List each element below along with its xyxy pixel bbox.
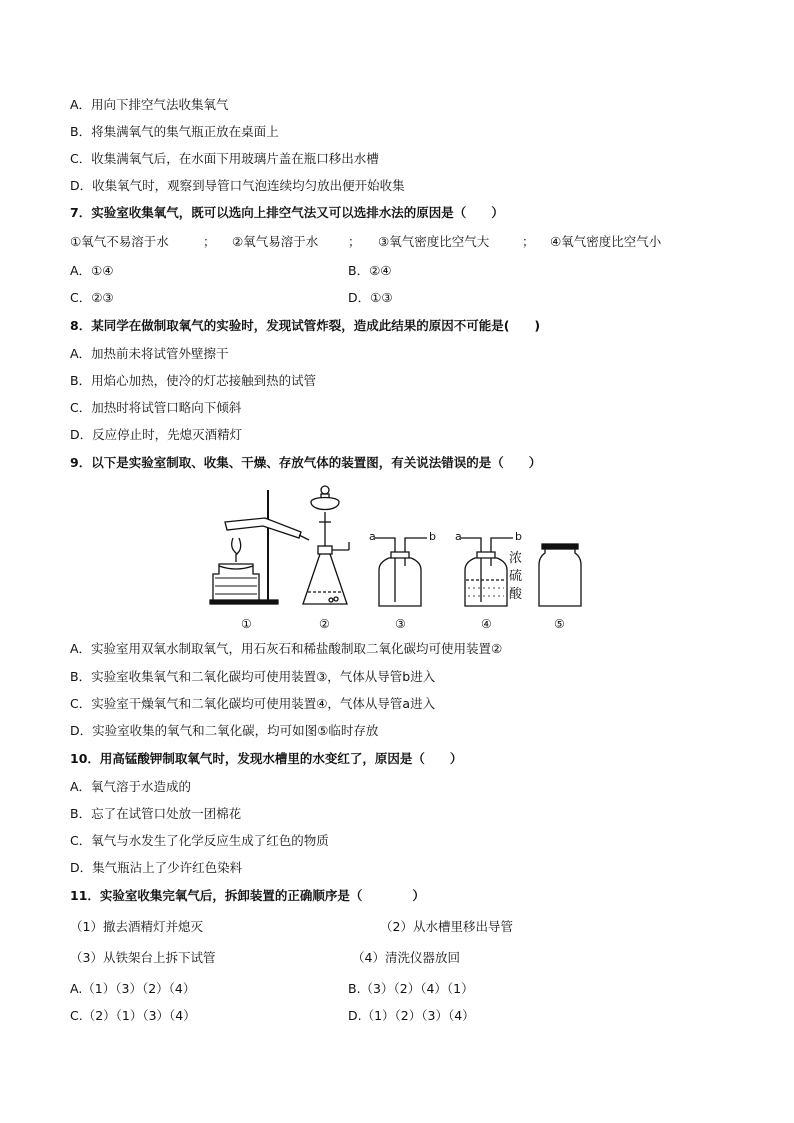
q7-option-b: B．②④	[348, 263, 392, 278]
q6-option-a: A．用向下排空气法收集氧气	[70, 97, 229, 112]
apparatus-1-caption: ①	[241, 617, 252, 631]
apparatus-3-caption: ③	[395, 617, 406, 631]
q7-option-d: D．①③	[348, 290, 393, 305]
q6-option-c: C．收集满氧气后，在水面下用玻璃片盖在瓶口移出水槽	[70, 151, 379, 166]
q7-statement-2: ②氧气易溶于水	[232, 234, 319, 249]
apparatus-4-caption: ④	[481, 617, 492, 631]
q7-statement-4: ④氧气密度比空气小	[550, 234, 662, 249]
q7-statement-1: ①氧气不易溶于水	[70, 234, 169, 249]
apparatus-2-caption: ②	[319, 617, 330, 631]
q7-separator: ；	[203, 234, 216, 249]
q6-option-d: D．收集氧气时，观察到导管口气泡连续均匀放出便开始收集	[70, 178, 405, 193]
q7-separator: ；	[522, 234, 535, 249]
apparatus-2-flask-with-funnel	[303, 486, 349, 604]
q8-option-d: D．反应停止时，先熄灭酒精灯	[70, 427, 243, 442]
acid-label-char-1: 浓	[509, 551, 523, 566]
q11-option-b: B.（3）（2）（4）（1）	[348, 981, 474, 996]
q8-option-c: C．加热时将试管口略向下倾斜	[70, 400, 242, 415]
q11-step-1: （1）撤去酒精灯并熄灭	[70, 919, 203, 934]
apparatus-1-heating-setup	[210, 490, 309, 604]
q11-option-a: A.（1）（3）（2）（4）	[70, 981, 196, 996]
q9-option-a: A．实验室用双氧水制取氧气，用石灰石和稀盐酸制取二氧化碳均可使用装置②	[70, 641, 503, 656]
q9-option-d: D．实验室收集的氧气和二氧化碳，均可如图⑤临时存放	[70, 723, 379, 738]
q8-stem: 8．某同学在做制取氧气的实验时，发现试管炸裂，造成此结果的原因不可能是( )	[70, 318, 541, 333]
q9-stem: 9．以下是实验室制取、收集、干燥、存放气体的装置图，有关说法错误的是（ ）	[70, 455, 542, 470]
q7-stem: 7．实验室收集氧气，既可以选向上排空气法又可以选排水法的原因是（ ）	[70, 205, 504, 220]
q10-option-b: B．忘了在试管口处放一团棉花	[70, 806, 242, 821]
q7-separator: ；	[348, 234, 361, 249]
apparatus-3-label-a: a	[369, 530, 376, 543]
q10-option-c: C．氧气与水发生了化学反应生成了红色的物质	[70, 833, 329, 848]
apparatus-5-gas-jar	[539, 544, 581, 606]
q8-option-b: B．用焰心加热，使冷的灯芯接触到热的试管	[70, 373, 317, 388]
q11-step-3: （3）从铁架台上拆下试管	[70, 950, 216, 965]
q11-option-d: D.（1）（2）（3）（4）	[348, 1008, 475, 1023]
q7-option-c: C．②③	[70, 290, 114, 305]
q10-option-a: A．氧气溶于水造成的	[70, 779, 192, 794]
lab-apparatus-figure	[205, 482, 595, 632]
q8-option-a: A．加热前未将试管外壁擦干	[70, 346, 229, 361]
q7-statement-3: ③氧气密度比空气大	[378, 234, 490, 249]
acid-label-char-3: 酸	[509, 587, 523, 602]
q9-option-c: C．实验室干燥氧气和二氧化碳均可使用装置④，气体从导管a进入	[70, 696, 436, 711]
apparatus-3-collection-bottle	[375, 538, 427, 606]
q11-step-4: （4）清洗仪器放回	[352, 950, 460, 965]
apparatus-4-label-a: a	[455, 530, 462, 543]
q11-stem: 11．实验室收集完氧气后，拆卸装置的正确顺序是（ ）	[70, 888, 425, 903]
q7-option-a: A．①④	[70, 263, 114, 278]
q9-option-b: B．实验室收集氧气和二氧化碳均可使用装置③，气体从导管b进入	[70, 669, 436, 684]
apparatus-4-drying-bottle	[461, 538, 513, 606]
q11-option-c: C.（2）（1）（3）（4）	[70, 1008, 196, 1023]
apparatus-4-label-b: b	[515, 530, 522, 543]
q10-option-d: D．集气瓶沾上了少许红色染料	[70, 860, 243, 875]
acid-label-char-2: 硫	[509, 569, 523, 584]
apparatus-5-caption: ⑤	[554, 617, 565, 631]
q6-option-b: B．将集满氧气的集气瓶正放在桌面上	[70, 124, 279, 139]
q11-step-2: （2）从水槽里移出导管	[380, 919, 513, 934]
q10-stem: 10．用高锰酸钾制取氧气时，发现水槽里的水变红了，原因是（ ）	[70, 751, 463, 766]
apparatus-3-label-b: b	[429, 530, 436, 543]
